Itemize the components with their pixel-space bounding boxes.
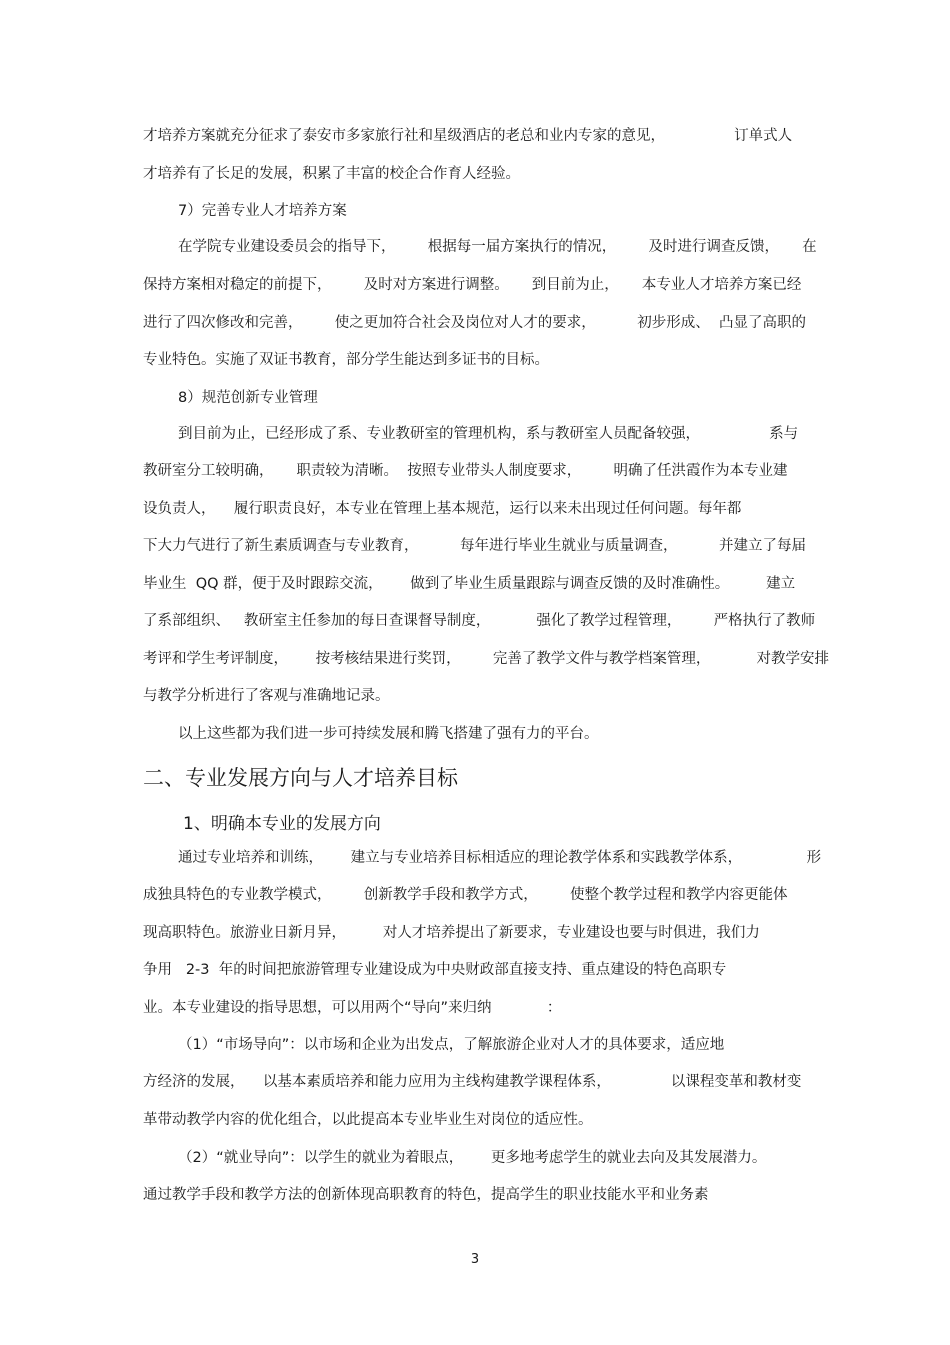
subsection-heading: 1、明确本专业的发展方向 [183,814,381,834]
text-line: 以上这些都为我们进一步可持续发展和腾飞搭建了强有力的平台。 [178,726,599,742]
text-line: 到目前为止，已经形成了系、专业教研室的管理机构，系与教研室人员配备较强， 系与 [178,426,799,442]
text-line: 才培养有了长足的发展，积累了丰富的校企合作育人经验。 [143,166,520,182]
text-line: 进行了四次修改和完善， 使之更加符合社会及岗位对人才的要求， 初步形成、 凸显了高职的 [143,315,806,331]
text-line: 毕业生 QQ 群，便于及时跟踪交流， 做到了毕业生质量跟踪与调查反馈的及时准确性。 建立 [143,576,796,592]
text-line: 了系部组织、 教研室主任参加的每日查课督导制度， 强化了教学过程管理， 严格执行了教师 [143,613,816,629]
subsection-title: 7）完善专业人才培养方案 [178,203,347,219]
text-line: 现高职特色。旅游业日新月异， 对人才培养提出了新要求，专业建设也要与时俱进，我们力 [143,925,760,941]
text-line: 通过专业培养和训练， 建立与专业培养目标相适应的理论教学体系和实践教学体系， 形 [178,850,822,866]
text-line: 才培养方案就充分征求了泰安市多家旅行社和星级酒店的老总和业内专家的意见， 订单式人 [143,128,793,144]
text-line: 与教学分析进行了客观与准确地记录。 [143,688,390,704]
text-line: （2）“就业导向”：以学生的就业为着眼点， 更多地考虑学生的就业去向及其发展潜力。 [178,1150,767,1166]
text-line: 革带动教学内容的优化组合，以此提高本专业毕业生对岗位的适应性。 [143,1112,593,1128]
text-line: （1）“市场导向”：以市场和企业为出发点，了解旅游企业对人才的具体要求，适应地 [178,1037,725,1053]
text-line: 方经济的发展， 以基本素质培养和能力应用为主线构建教学课程体系， 以课程变革和教材变 [143,1074,802,1090]
text-line: 保持方案相对稳定的前提下， 及时对方案进行调整。 到目前为止， 本专业人才培养方案已经 [143,277,802,293]
text-line: 通过教学手段和教学方法的创新体现高职教育的特色，提高学生的职业技能水平和业务素 [143,1187,709,1203]
text-line: 成独具特色的专业教学模式， 创新教学手段和教学方式， 使整个教学过程和教学内容更能体 [143,887,788,903]
text-line: 下大力气进行了新生素质调查与专业教育， 每年进行毕业生就业与质量调查， 并建立了每届 [143,538,806,554]
text-line: 设负责人， 履行职责良好，本专业在管理上基本规范，运行以来未出现过任何问题。每年都 [143,501,742,517]
text-line: 在学院专业建设委员会的指导下， 根据每一届方案执行的情况， 及时进行调查反馈， 在 [178,239,817,255]
text-line: 考评和学生考评制度， 按考核结果进行奖罚， 完善了教学文件与教学档案管理， 对教学安排 [143,651,830,667]
text-line: 业。本专业建设的指导思想，可以用两个“导向”来归纳 ： [143,1000,562,1016]
text-line: 教研室分工较明确， 职责较为清晰。 按照专业带头人制度要求， 明确了任洪霞作为本专业建 [143,463,788,479]
text-line: 争用 2-3 年的时间把旅游管理专业建设成为中央财政部直接支持、重点建设的特色高职专 [143,962,727,978]
section-heading: 二、专业发展方向与人才培养目标 [143,766,458,790]
page-number: 3 [470,1252,480,1267]
text-line: 专业特色。实施了双证书教育，部分学生能达到多证书的目标。 [143,352,549,368]
subsection-title: 8）规范创新专业管理 [178,390,318,406]
